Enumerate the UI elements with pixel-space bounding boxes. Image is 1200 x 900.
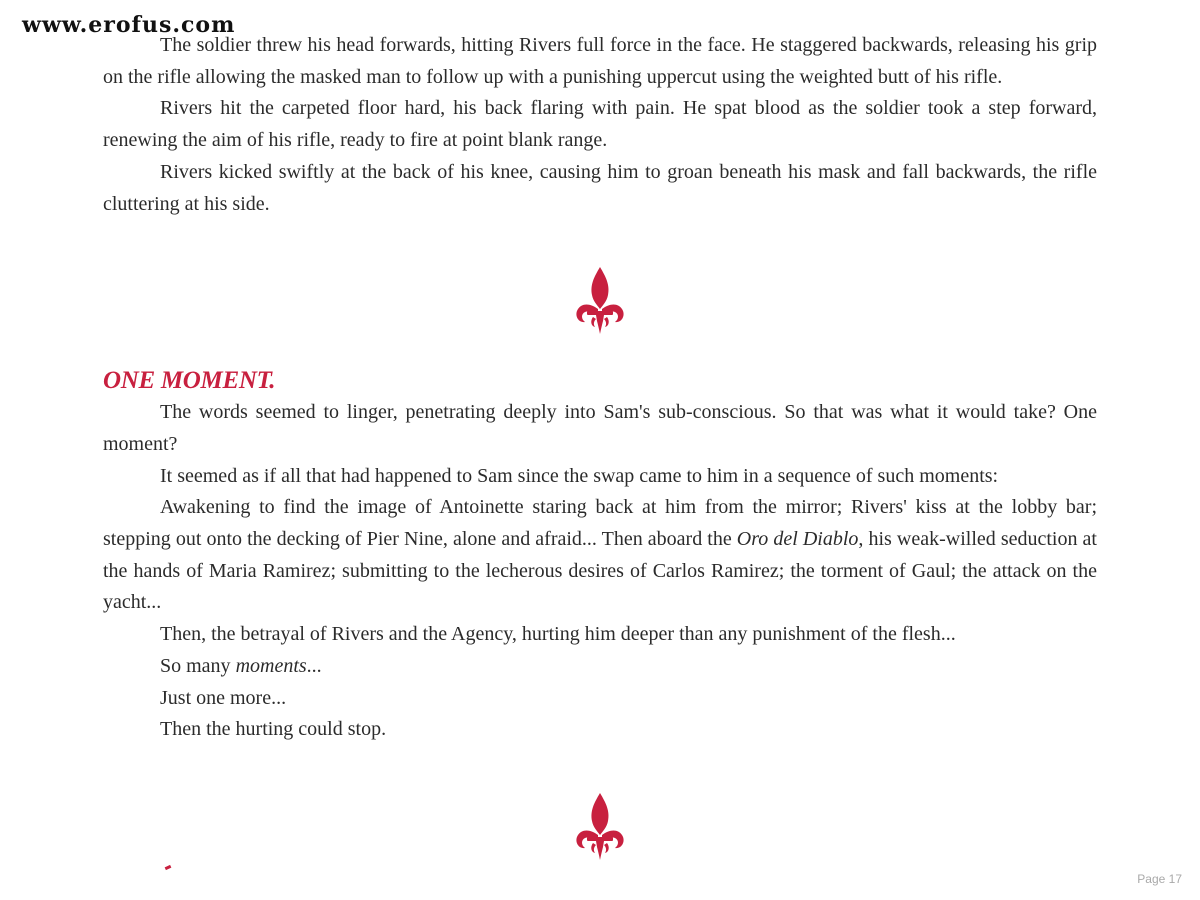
section-2 xyxy=(103,365,1097,746)
paragraph: The soldier threw his head forwards, hitting Rivers full force in the face. He staggered backwards, releasing his grip on the rifle allowing the masked man to follow up with a punishing uppercut using the weighted butt of his rifle. xyxy=(103,34,1097,88)
stray-mark xyxy=(165,865,172,870)
paragraph xyxy=(103,492,1097,619)
section-heading: ONE MOMENT. xyxy=(103,367,276,395)
paragraph: Rivers hit the carpeted floor hard, his back flaring with pain. He spat blood as the soldier took a step forward, renewing the aim of his rifle, ready to fire at point blank range. xyxy=(103,97,1097,152)
page-number: Page 17 xyxy=(1137,872,1182,886)
vessel-name: Oro del Diablo xyxy=(736,528,859,551)
paragraph-text: , his weak-willed seduction at the hands of Maria Ramirez; submitting to the lecherous desires of Carlos Ramirez; the torment of Gaul; the attack on the yacht... xyxy=(103,528,1097,614)
paragraph: The words seemed to linger, penetrating deeply into Sam's sub-conscious. So that was what it would take? One moment? xyxy=(103,401,1097,455)
paragraph: Then the hurting could stop. xyxy=(160,718,387,741)
paragraph-text: So many xyxy=(160,654,236,677)
fleur-de-lis-icon xyxy=(572,265,628,335)
paragraph: Just one more... xyxy=(160,686,287,709)
paragraph: Then, the betrayal of Rivers and the Agency, hurting him deeper than any punishment of the flesh... xyxy=(160,623,956,646)
section-1 xyxy=(103,30,1097,220)
section-divider xyxy=(103,265,1097,335)
emphasis-text: moments xyxy=(235,654,307,677)
section-divider xyxy=(103,791,1097,861)
fleur-de-lis-icon xyxy=(572,791,628,861)
paragraph: It seemed as if all that had happened to Sam since the swap came to him in a sequence of such moments: xyxy=(160,464,999,487)
paragraph xyxy=(103,651,1097,683)
document-page xyxy=(103,30,1097,861)
watermark-text: www.erofus.com xyxy=(22,12,236,38)
paragraph-text: Awakening to find the image of Antoinette staring back at him from the mirror; Rivers' kiss at the lobby bar; stepping out onto the decking of Pier Nine, alone and afraid... Then aboard the xyxy=(103,496,1097,551)
paragraph: Rivers kicked swiftly at the back of his knee, causing him to groan beneath his mask and fall backwards, the rifle cluttering at his side. xyxy=(103,160,1097,215)
paragraph-text: ... xyxy=(306,654,322,677)
